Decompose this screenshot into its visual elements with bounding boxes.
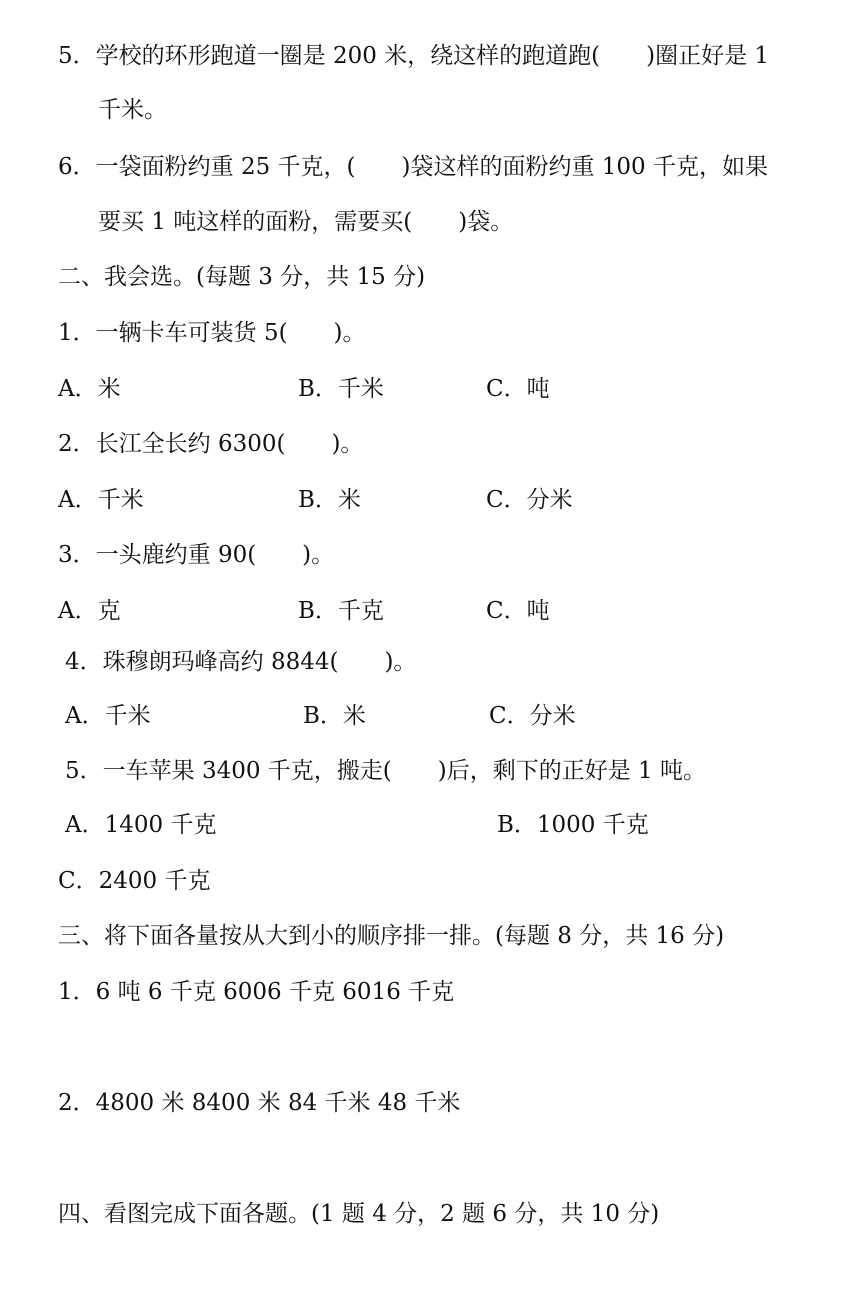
choice-option: B．千米 <box>298 376 384 402</box>
choice-option: C．吨 <box>486 598 550 624</box>
choice-question-1: 1．一辆卡车可装货 5( )。 <box>58 320 366 346</box>
choice-option: C．分米 <box>486 487 573 513</box>
choice-option: C．吨 <box>486 376 550 402</box>
choice-question-4: 4．珠穆朗玛峰高约 8844( )。 <box>65 649 417 675</box>
choice-question-2: 2．长江全长约 6300( )。 <box>58 431 364 457</box>
question-6-line-1: 6．一袋面粉约重 25 千克，( )袋这样的面粉约重 100 千克，如果 <box>58 154 768 180</box>
section-3-heading: 三、将下面各量按从大到小的顺序排一排。(每题 8 分，共 16 分) <box>58 923 725 949</box>
choice-option: A．1400 千克 <box>65 812 217 838</box>
question-5-line-1: 5．学校的环形跑道一圈是 200 米，绕这样的跑道跑( )圈正好是 1 <box>58 43 770 69</box>
choice-question-3: 3．一头鹿约重 90( )。 <box>58 542 335 568</box>
choice-option: B．米 <box>298 487 361 513</box>
choice-option: C．2400 千克 <box>58 868 211 894</box>
choice-option: A．克 <box>58 598 121 624</box>
choice-option: A．千米 <box>65 703 151 729</box>
choice-option: B．1000 千克 <box>497 812 649 838</box>
section-2-heading: 二、我会选。(每题 3 分，共 15 分) <box>58 264 426 290</box>
question-5-line-2: 千米。 <box>98 97 167 123</box>
choice-option: B．千克 <box>298 598 384 624</box>
section-4-heading: 四、看图完成下面各题。(1 题 4 分，2 题 6 分，共 10 分) <box>58 1201 660 1227</box>
ordering-question-2: 2．4800 米 8400 米 84 千米 48 千米 <box>58 1090 461 1116</box>
ordering-question-1: 1．6 吨 6 千克 6006 千克 6016 千克 <box>58 979 455 1005</box>
choice-option: C．分米 <box>489 703 576 729</box>
choice-option: B．米 <box>303 703 366 729</box>
choice-option: A．千米 <box>58 487 144 513</box>
question-6-line-2: 要买 1 吨这样的面粉，需要买( )袋。 <box>98 209 514 235</box>
choice-question-5: 5．一车苹果 3400 千克，搬走( )后，剩下的正好是 1 吨。 <box>65 758 706 784</box>
choice-option: A．米 <box>58 376 121 402</box>
